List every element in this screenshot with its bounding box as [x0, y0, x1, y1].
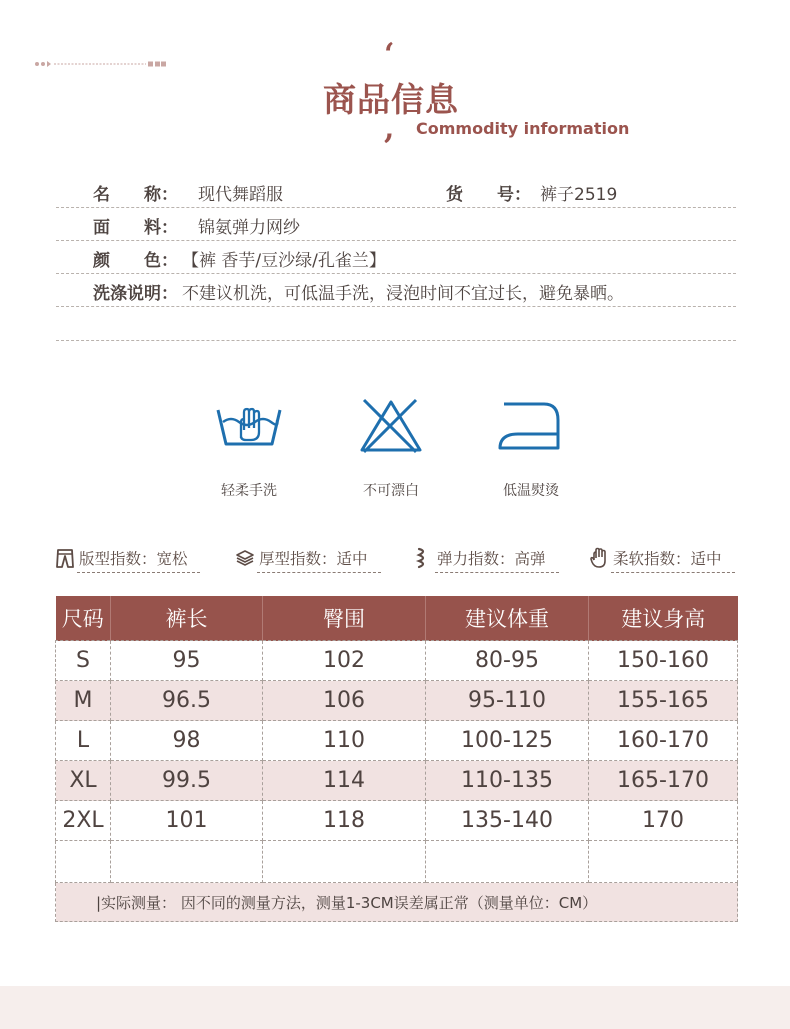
- info-row-wash: [56, 274, 736, 307]
- table-row-empty: [56, 841, 738, 883]
- table-cell: 110: [263, 721, 426, 761]
- table-row: [56, 681, 738, 721]
- hand-wash-label: 轻柔手洗: [221, 483, 277, 499]
- table-cell: [56, 841, 111, 883]
- index-elasticity: [413, 544, 563, 574]
- info-row-fabric: [56, 208, 736, 241]
- table-cell: S: [56, 641, 111, 681]
- softness-index-label: 柔软指数：适中: [613, 550, 722, 568]
- color-label: 颜 色：: [93, 251, 178, 271]
- table-row: [56, 721, 738, 761]
- table-cell: 170: [589, 801, 738, 841]
- table-cell: 155-165: [589, 681, 738, 721]
- info-row-color: [56, 241, 736, 274]
- fabric-label: 面 料：: [93, 218, 178, 238]
- table-cell: 150-160: [589, 641, 738, 681]
- table-cell: L: [56, 721, 111, 761]
- table-cell: 95: [111, 641, 263, 681]
- name-value: 现代舞蹈服: [198, 185, 283, 205]
- index-softness: [589, 544, 739, 574]
- table-cell: 102: [263, 641, 426, 681]
- elasticity-underline: [435, 572, 559, 573]
- table-cell: 100-125: [426, 721, 589, 761]
- table-row: [56, 641, 738, 681]
- table-row: [56, 801, 738, 841]
- table-cell: [111, 841, 263, 883]
- info-row-empty: [56, 308, 736, 341]
- info-row-name: [56, 175, 736, 208]
- fit-underline: [77, 572, 200, 573]
- thickness-icon: [235, 547, 255, 569]
- header-size: 尺码: [56, 596, 111, 641]
- header-height: 建议身高: [589, 596, 738, 641]
- index-fit: [55, 544, 205, 574]
- table-cell: [426, 841, 589, 883]
- decorative-line: [34, 60, 166, 68]
- index-thickness: [235, 544, 385, 574]
- wash-value: 不建议机洗，可低温手洗，浸泡时间不宜过长，避免暴晒。: [182, 284, 624, 304]
- table-row: [56, 761, 738, 801]
- page-subtitle: Commodity information: [416, 119, 630, 138]
- table-note-row: [56, 883, 738, 922]
- hand-wash-icon: [214, 398, 284, 454]
- table-cell: 95-110: [426, 681, 589, 721]
- table-cell: 106: [263, 681, 426, 721]
- low-iron-icon: [496, 398, 566, 454]
- table-cell: [589, 841, 738, 883]
- table-cell: M: [56, 681, 111, 721]
- quote-mark-bottom: ,: [384, 111, 395, 146]
- elasticity-icon: [413, 547, 433, 569]
- table-cell: 114: [263, 761, 426, 801]
- thickness-index-label: 厚型指数：适中: [259, 550, 368, 568]
- table-cell: 110-135: [426, 761, 589, 801]
- table-cell: 101: [111, 801, 263, 841]
- no-bleach-label: 不可漂白: [363, 483, 419, 499]
- fit-icon: [55, 547, 75, 569]
- table-cell: 99.5: [111, 761, 263, 801]
- table-cell: 80-95: [426, 641, 589, 681]
- bottom-band: [0, 986, 790, 1029]
- item-no-label: 货 号：: [446, 185, 531, 205]
- table-cell: 118: [263, 801, 426, 841]
- table-cell: 96.5: [111, 681, 263, 721]
- table-cell: 2XL: [56, 801, 111, 841]
- measurement-note: |实际测量： 因不同的测量方法，测量1-3CM误差属正常（测量单位：CM）: [56, 883, 738, 922]
- low-iron-label: 低温熨烫: [503, 483, 559, 499]
- table-cell: 160-170: [589, 721, 738, 761]
- size-table: [55, 596, 738, 922]
- header-weight: 建议体重: [426, 596, 589, 641]
- fit-index-label: 版型指数：宽松: [79, 550, 188, 568]
- page-title: 商品信息: [323, 80, 459, 119]
- header-length: 裤长: [111, 596, 263, 641]
- header-hip: 臀围: [263, 596, 426, 641]
- fabric-value: 锦氨弹力网纱: [198, 218, 300, 238]
- table-cell: XL: [56, 761, 111, 801]
- wash-label: 洗涤说明：: [93, 284, 178, 304]
- table-cell: [263, 841, 426, 883]
- item-no-value: 裤子2519: [540, 185, 618, 205]
- table-cell: 98: [111, 721, 263, 761]
- table-cell: 165-170: [589, 761, 738, 801]
- softness-icon: [589, 547, 609, 569]
- elasticity-index-label: 弹力指数：高弹: [437, 550, 546, 568]
- name-label: 名 称：: [93, 185, 178, 205]
- thickness-underline: [257, 572, 381, 573]
- softness-underline: [611, 572, 735, 573]
- table-header-row: [56, 596, 738, 641]
- no-bleach-icon: [356, 398, 426, 454]
- table-cell: 135-140: [426, 801, 589, 841]
- color-value: 【裤 香芋/豆沙绿/孔雀兰】: [182, 251, 386, 271]
- quote-mark-top: ‘: [384, 37, 395, 72]
